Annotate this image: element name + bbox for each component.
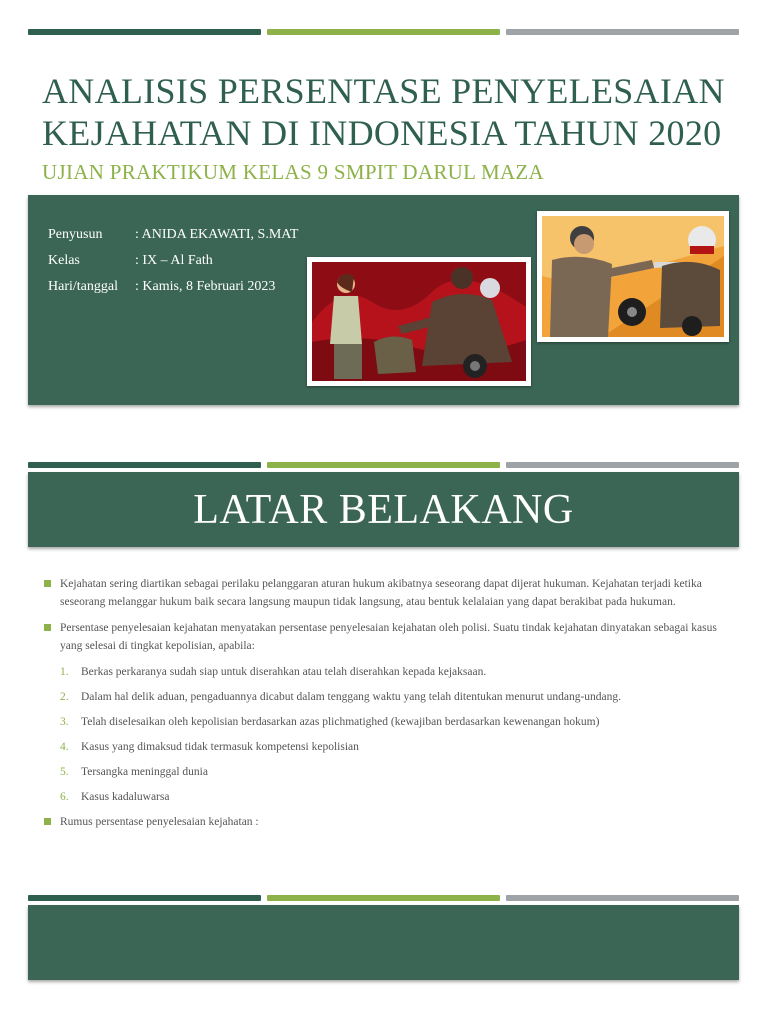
list-item	[60, 688, 732, 706]
slide2-stripe-dark	[28, 462, 261, 468]
snatch-theft-image	[307, 257, 531, 386]
info-value: : IX – Al Fath	[135, 253, 213, 268]
slide3-stripe-gray	[506, 895, 739, 901]
list-item	[60, 713, 732, 731]
info-label: Kelas	[48, 253, 80, 268]
list-item	[60, 763, 732, 781]
square-bullet-icon	[44, 580, 51, 587]
list-text: Berkas perkaranya sudah siap untuk diserahkan atau telah diserahkan kepada kejaksaan.	[81, 666, 487, 678]
slide-subtitle: UJIAN PRAKTIKUM KELAS 9 SMPIT DARUL MAZA	[42, 160, 545, 184]
slide-title: ANALISIS PERSENTASE PENYELESAIAN KEJAHATAN DI INDONESIA TAHUN 2020	[42, 71, 725, 153]
slide1-stripe-dark	[28, 29, 261, 35]
list-number: 2.	[60, 691, 69, 703]
list-text: Dalam hal delik aduan, pengaduannya dicabut dalam tenggang waktu yang telah ditentukan menurut undang-undang.	[81, 691, 622, 703]
slide1-stripe-gray	[506, 29, 739, 35]
bullet-text: Persentase penyelesaian kejahatan menyatakan persentase penyelesaian kejahatan oleh polisi. Suatu tindak kejahatan dinyatakan sebagai kasus yang selesai di tingkat kepolisian, apabila:	[60, 622, 717, 652]
list-item	[60, 788, 732, 806]
list-text: Telah diselesaikan oleh kepolisian berdasarkan azas plichmatighed (kewajiban berdasarkan kewenangan hokum)	[81, 716, 600, 728]
slide3-stripe-green	[267, 895, 500, 901]
list-text: Kasus yang dimaksud tidak termasuk kompetensi kepolisian	[81, 741, 359, 753]
list-item	[60, 663, 732, 681]
list-number: 6.	[60, 791, 69, 803]
info-row-penyusun	[48, 227, 298, 253]
slide1-stripe-green	[267, 29, 500, 35]
bullet-text: Rumus persentase penyelesaian kejahatan :	[60, 816, 259, 828]
info-label: Hari/tanggal	[48, 279, 118, 294]
info-label: Penyusun	[48, 227, 103, 242]
info-row-kelas	[48, 253, 298, 279]
slide2-stripe-gray	[506, 462, 739, 468]
author-info	[48, 227, 298, 305]
bullet-text: Kejahatan sering diartikan sebagai perilaku pelanggaran aturan hukum akibatnya seseorang dapat dijerat hukuman. Kejahatan terjadi ketika seseorang melanggar hukum baik secara langsung maupun tidak langsung, atau bentuk kelalaian yang dapat berakibat pada hukuman.	[60, 578, 702, 608]
list-text: Kasus kadaluwarsa	[81, 791, 170, 803]
square-bullet-icon	[44, 624, 51, 631]
square-bullet-icon	[44, 818, 51, 825]
list-number: 1.	[60, 666, 69, 678]
info-value: : Kamis, 8 Februari 2023	[135, 279, 276, 294]
section-header	[28, 472, 739, 547]
slide3-stripe-dark	[28, 895, 261, 901]
bullet-item	[42, 619, 732, 655]
list-item	[60, 738, 732, 756]
slide2-stripe-green	[267, 462, 500, 468]
info-value: : ANIDA EKAWATI, S.MAT	[135, 227, 299, 242]
list-text: Tersangka meninggal dunia	[81, 766, 208, 778]
slide3-header	[28, 905, 739, 980]
info-row-tanggal	[48, 279, 298, 305]
numbered-list	[42, 663, 732, 806]
section-content	[42, 575, 732, 839]
bullet-item	[42, 575, 732, 611]
list-number: 3.	[60, 716, 69, 728]
motorcycle-robbery-image	[537, 211, 729, 342]
bullet-item	[42, 813, 732, 831]
list-number: 4.	[60, 741, 69, 753]
list-number: 5.	[60, 766, 69, 778]
section-heading: LATAR BELAKANG	[193, 486, 574, 533]
